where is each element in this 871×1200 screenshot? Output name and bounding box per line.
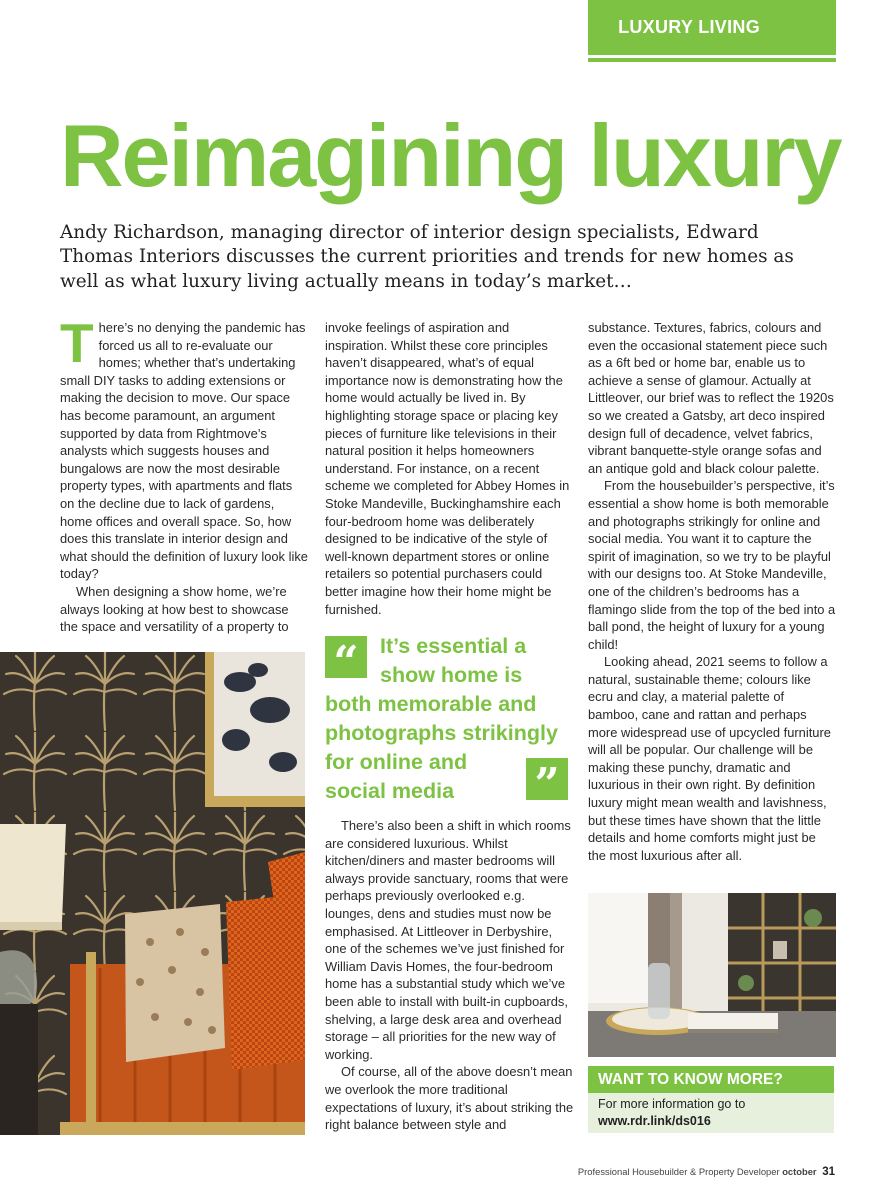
body-paragraph: Looking ahead, 2021 seems to follow a natural, sustainable theme; colours like ecru and clay, a material palette of bamboo, cane and rattan and perhaps more widespread use of upcycled furniture will all be popular. Our challenge will be making these punchy, dramatic and luxurious in their own right. By definition luxury might mean wealth and lavishness, but these times have shown that the little details and home comforts might just be the most luxurious after all. [588,654,831,863]
body-column-2-bottom [325,817,575,1134]
section-rule [588,58,836,62]
pull-quote-line: both memorable and [325,692,537,716]
body-paragraph: Of course, all of the above doesn’t mean we overlook the more traditional expectations of luxury, it’s about striking the right balance between style and [325,1064,574,1133]
pull-quote-line: for online and [325,750,468,774]
pull-quote-line: social media [325,779,455,803]
section-tab [588,0,836,55]
footer-month: october [782,1166,817,1177]
body-column-3 [588,319,836,864]
body-paragraph: invoke feelings of aspiration and inspiration. Whilst these core principles haven’t disappeared, what’s of equal importance now is demonstrating how the home would actually be lived in. By highlighting storage space or placing key pieces of furniture like televisions in their natural position it helps homeowners understand. For instance, on a recent scheme we completed for Abbey Homes in Stoke Mandeville, Buckinghamshire each four-bedroom home was deliberately designed to be indicative of the style of well-known department stores or online retailers so potential purchasers could better imagine how their home might be furnished. [325,320,570,617]
interior-photo-illustration [0,652,305,1135]
body-column-2-top [325,319,575,618]
headline: Reimagining luxury [60,106,841,205]
body-column-1 [60,312,310,636]
pull-quote-line: show home is [380,663,523,687]
section-label: LUXURY LIVING [618,17,760,37]
interior-photo-illustration [588,893,836,1057]
pull-quote [325,632,575,810]
info-box-body [588,1093,834,1133]
body-paragraph: substance. Textures, fabrics, colours and even the occasional statement piece such as a 6ft bed or home bar, enable us to achieve a sense of glamour. Actually at Littleover, our brief was to reflect the 1920s so we created a Gatsby, art deco inspired design full of decadence, velvet fabrics, vibrant banquette-style orange sofas and an antique gold and black colour palette. [588,320,834,476]
interior-photo-living-room [0,652,305,1135]
interior-photo-study [588,893,836,1057]
info-box-text: For more information go to [598,1097,746,1111]
body-paragraph: From the housebuilder’s perspective, it’s essential a show home is both memorable and photographs strikingly for online and social media. You want it to capture the spirit of imagination, so we try to be playful with our designs too. At Stoke Mandeville, one of the children’s bedrooms has a flamingo slide from the top of the bed into a ball pond, the height of luxury for a young child! [588,478,836,652]
body-paragraph: There’s also been a shift in which rooms are considered luxurious. Whilst kitchen/diners and master bedrooms will always provide sanctuary, rooms that were perhaps previously overlooked e.g. lounges, dens and studies must now be emphasised. At Littleover in Derbyshire, one of the schemes we’ve just finished for William Davis Homes, the four-bedroom home has a substantial study which we’ve been able to install with built-in cupboards, shelving, a large desk area and overhead storage – all priorities for the new way of working. [325,818,571,1062]
info-box-link[interactable]: www.rdr.link/ds016 [598,1114,711,1128]
info-box-heading: WANT TO KNOW MORE? [588,1066,834,1093]
page-footer [578,1166,835,1178]
pull-quote-line: It’s essential a [380,634,527,658]
pull-quote-line: photographs strikingly [325,721,558,745]
close-quote-icon: ” [526,758,568,800]
standfirst: Andy Richardson, managing director of interior design specialists, Edward Thomas Interiors discusses the current priorities and trends for new homes as well as what luxury living actually means in today’s market… [60,222,794,292]
drop-cap: T [60,312,94,374]
page-number: 31 [822,1166,835,1178]
footer-publication: Professional Housebuilder & Property Developer [577,1166,780,1177]
open-quote-icon: “ [325,636,367,678]
body-paragraph: There’s no denying the pandemic has forced us all to re-evaluate our homes; whether that’s undertaking small DIY tasks to adding extensions or making the decision to move. Our space has become paramount, an argument supported by data from Rightmove’s analysts which suggests houses and bungalows are now the most desirable property types, with apartments and flats on the decline due to lack of gardens, home offices and overall space. So, how does this translate in interior design and what should the definition of luxury look like today? [60,312,308,582]
body-paragraph: When designing a show home, we’re always looking at how best to showcase the space and versatility of a property to [60,583,289,635]
